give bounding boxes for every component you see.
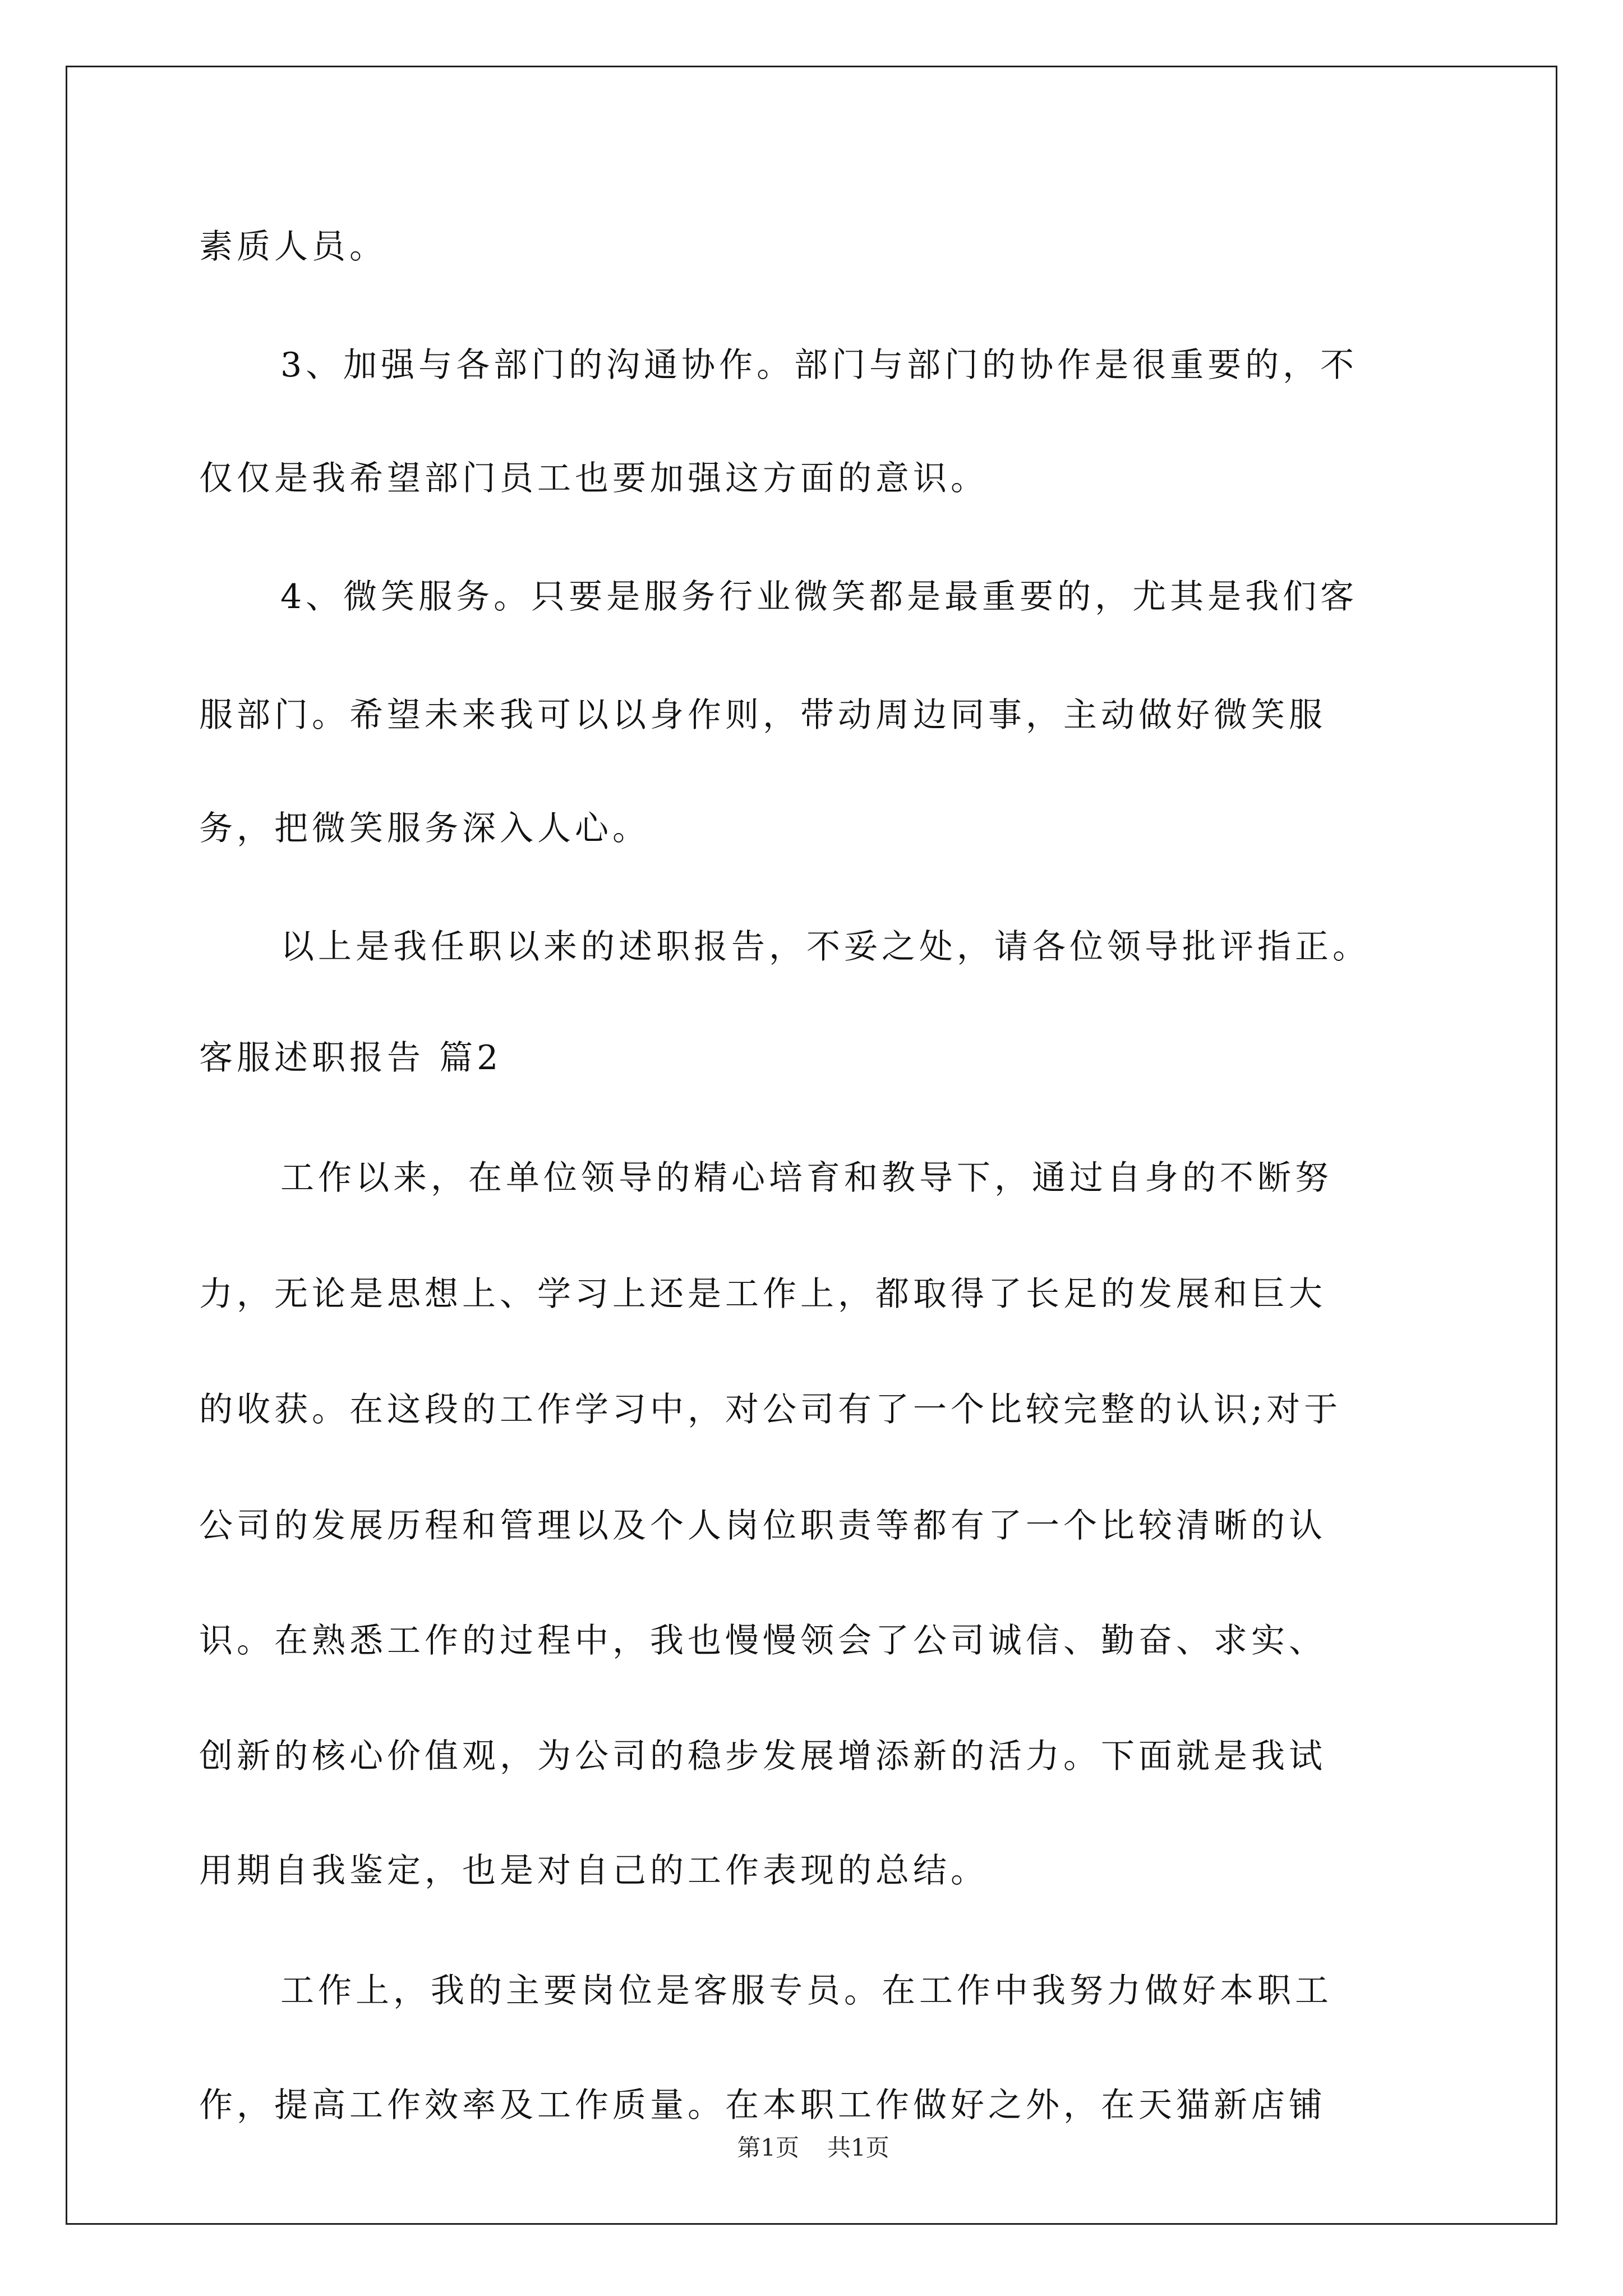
text-line: 仅仅是我希望部门员工也要加强这方面的意识。 — [199, 459, 988, 498]
text-line: 工作上，我的主要岗位是客服专员。在工作中我努力做好本职工 — [280, 1971, 1332, 2010]
text-line: 识。在熟悉工作的过程中，我也慢慢领会了公司诚信、勤奋、求实、 — [199, 1621, 1326, 1660]
text-line: 力，无论是思想上、学习上还是工作上，都取得了长足的发展和巨大 — [199, 1274, 1326, 1314]
text-line: 以上是我任职以来的述职报告，不妥之处，请各位领导批评指正。 — [280, 927, 1370, 967]
section-heading: 客服述职报告 篇2 — [199, 1038, 502, 1078]
page-frame — [66, 66, 1557, 2225]
text-line: 作，提高工作效率及工作质量。在本职工作做好之外，在天猫新店铺 — [199, 2086, 1326, 2125]
page-footer — [67, 2132, 1559, 2164]
page-total: 共1页 — [827, 2134, 889, 2161]
text-line: 4、微笑服务。只要是服务行业微笑都是最重要的，尤其是我们客 — [280, 577, 1358, 616]
text-line: 创新的核心价值观，为公司的稳步发展增添新的活力。下面就是我试 — [199, 1737, 1326, 1776]
text-line: 素质人员。 — [199, 227, 387, 266]
page-number: 第1页 — [737, 2134, 799, 2161]
text-line: 用期自我鉴定，也是对自己的工作表现的总结。 — [199, 1851, 988, 1890]
text-line: 3、加强与各部门的沟通协作。部门与部门的协作是很重要的，不 — [280, 346, 1358, 385]
text-line: 工作以来，在单位领导的精心培育和教导下，通过自身的不断努 — [280, 1158, 1332, 1198]
text-line: 务，把微笑服务深入人心。 — [199, 809, 650, 848]
text-line: 的收获。在这段的工作学习中，对公司有了一个比较完整的认识;对于 — [199, 1390, 1342, 1429]
text-line: 服部门。希望未来我可以以身作则，带动周边同事，主动做好微笑服 — [199, 696, 1326, 735]
text-line: 公司的发展历程和管理以及个人岗位职责等都有了一个比较清晰的认 — [199, 1506, 1326, 1545]
